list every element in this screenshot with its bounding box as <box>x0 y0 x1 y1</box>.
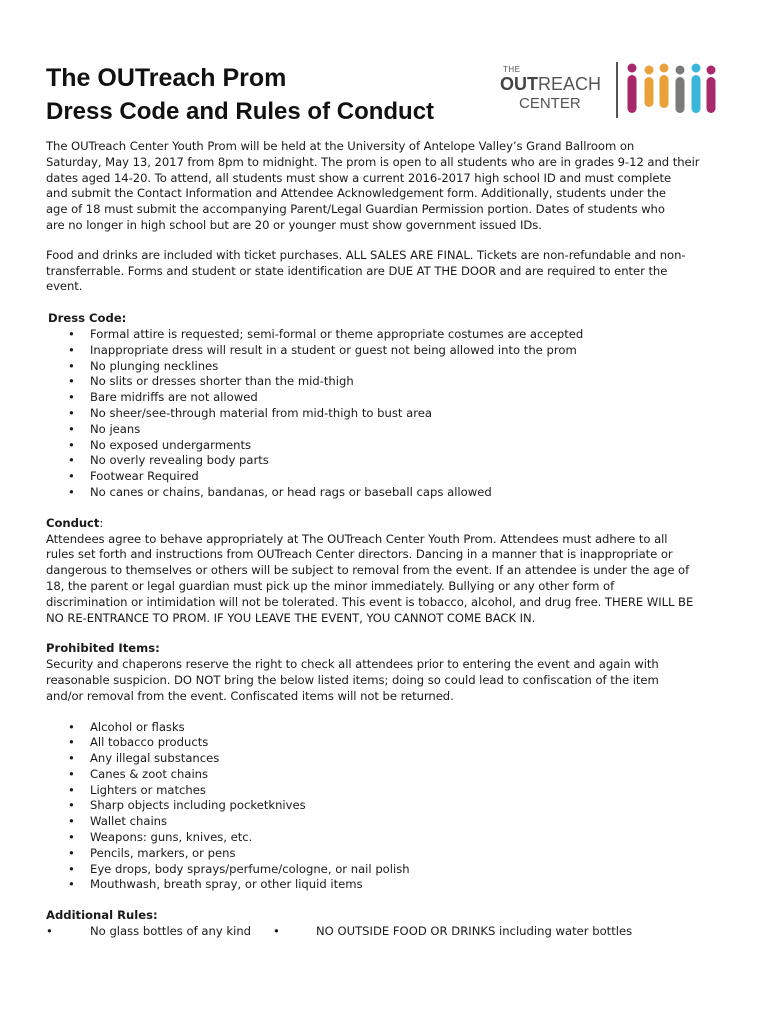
prohibited-item <box>46 767 736 783</box>
intro-line: and submit the Contact Information and Attendee Acknowledgement form. Additionally, students under the <box>46 186 667 201</box>
prohibited-item-text: Alcohol or flasks <box>90 719 185 734</box>
dress-code-item <box>46 390 736 406</box>
dress-code-item-text: Formal attire is requested; semi-formal or theme appropriate costumes are accepted <box>90 326 584 341</box>
prohibited-list <box>46 720 736 894</box>
bullet-dot: • <box>68 719 75 734</box>
prohibited-item-text: Canes & zoot chains <box>90 766 209 781</box>
page-title: The OUTreach Prom <box>46 64 287 92</box>
bullet-dot: • <box>68 342 75 357</box>
bullet-dot: • <box>68 845 75 860</box>
prohibited-item <box>46 862 736 878</box>
prohibited-item-text: Pencils, markers, or pens <box>90 845 236 860</box>
dress-code-heading: Dress Code: <box>48 311 127 326</box>
logo-the-text: THE <box>503 65 521 74</box>
ticket-paragraph <box>46 248 736 295</box>
logo-out-text: OUT <box>500 74 538 94</box>
dress-code-item <box>46 485 736 501</box>
logo-reach-text: REACH <box>538 74 602 94</box>
dress-code-item <box>46 453 736 469</box>
conduct-line: discrimination or intimidation will not be tolerated. This event is tobacco, alcohol, and drug free. THERE WILL BE <box>46 594 694 609</box>
additional-rules-heading: Additional Rules: <box>46 908 158 923</box>
additional-bullet-1: • <box>46 924 53 939</box>
prohibited-item <box>46 798 736 814</box>
intro-line: dates aged 14-20. To attend, all students must show a current 2016-2017 high school ID and must complete <box>46 170 672 185</box>
intro-paragraph <box>46 139 736 234</box>
dress-code-item <box>46 327 736 343</box>
dress-code-item-text: No overly revealing body parts <box>90 453 269 468</box>
prohibited-item <box>46 830 736 846</box>
additional-rule-1: No glass bottles of any kind <box>90 924 252 939</box>
conduct-line: NO RE-ENTRANCE TO PROM. IF YOU LEAVE THE EVENT, YOU CANNOT COME BACK IN. <box>46 610 536 625</box>
dress-code-item-text: No sheer/see-through material from mid-thigh to bust area <box>90 405 432 420</box>
bullet-dot: • <box>68 484 75 499</box>
dress-code-item <box>46 438 736 454</box>
bullet-dot: • <box>68 358 75 373</box>
conduct-line: dangerous to themselves or others will be subject to removal from the event. If an attendee is under the age of <box>46 563 690 578</box>
bullet-dot: • <box>68 877 75 892</box>
prohibited-item <box>46 783 736 799</box>
intro-line: Saturday, May 13, 2017 from 8pm to midnight. The prom is open to all students who are in grades 9-12 and their <box>46 154 700 169</box>
logo-center-text: CENTER <box>519 95 581 112</box>
conduct-colon: : <box>99 515 104 530</box>
prohibited-item <box>46 814 736 830</box>
conduct-line: rules set forth and instructions from OUTreach Center directors. Dancing in a manner that is inappropriate or <box>46 547 673 562</box>
bullet-dot: • <box>68 782 75 797</box>
bullet-dot: • <box>68 421 75 436</box>
bullet-dot: • <box>68 405 75 420</box>
prohibited-item <box>46 720 736 736</box>
additional-rules-row <box>46 924 736 940</box>
additional-rule-2: NO OUTSIDE FOOD OR DRINKS including water bottles <box>316 924 633 939</box>
dress-code-item <box>46 359 736 375</box>
bullet-dot: • <box>68 374 75 389</box>
bullet-dot: • <box>68 861 75 876</box>
prohibited-heading: Prohibited Items: <box>46 641 160 656</box>
intro-line: age of 18 must submit the accompanying Parent/Legal Guardian Permission portion. Dates of students who <box>46 202 665 217</box>
bullet-dot: • <box>68 830 75 845</box>
bullet-dot: • <box>68 453 75 468</box>
bullet-dot: • <box>68 735 75 750</box>
prohibited-item-text: Eye drops, body sprays/perfume/cologne, or nail polish <box>90 861 410 876</box>
dress-code-item <box>46 422 736 438</box>
prohibited-item-text: Sharp objects including pocketknives <box>90 798 306 813</box>
dress-code-list <box>46 327 736 501</box>
dress-code-item <box>46 469 736 485</box>
additional-bullet-2: • <box>273 924 280 939</box>
bullet-dot: • <box>68 798 75 813</box>
bullet-dot: • <box>68 751 75 766</box>
conduct-heading-line <box>46 516 736 532</box>
prohibited-item-text: Lighters or matches <box>90 782 206 797</box>
dress-code-item-text: Bare midriffs are not allowed <box>90 390 258 405</box>
prohibited-item-text: All tobacco products <box>90 735 209 750</box>
prohibited-item-text: Mouthwash, breath spray, or other liquid items <box>90 877 363 892</box>
prohibited-line: Security and chaperons reserve the right to check all attendees prior to entering the event and again with <box>46 657 659 672</box>
bullet-dot: • <box>68 437 75 452</box>
prohibited-item-text: Wallet chains <box>90 814 168 829</box>
prohibited-item <box>46 846 736 862</box>
prohibited-item <box>46 751 736 767</box>
prohibited-item <box>46 877 736 893</box>
dress-code-item <box>46 343 736 359</box>
dress-code-item-text: No jeans <box>90 421 141 436</box>
prohibited-line: reasonable suspicion. DO NOT bring the below listed items; doing so could lead to confiscation of the item <box>46 672 659 687</box>
ticket-line: Food and drinks are included with ticket purchases. ALL SALES ARE FINAL. Tickets are non-refundable and non- <box>46 247 686 262</box>
dress-code-item <box>46 374 736 390</box>
intro-line: The OUTreach Center Youth Prom will be held at the University of Antelope Valley’s Grand Ballroom on <box>46 139 635 153</box>
dress-code-item-text: Footwear Required <box>90 469 199 484</box>
bullet-dot: • <box>68 814 75 829</box>
dress-code-item-text: No plunging necklines <box>90 358 219 373</box>
bullet-dot: • <box>68 326 75 341</box>
dress-code-item-text: No canes or chains, bandanas, or head rags or baseball caps allowed <box>90 484 492 499</box>
conduct-line: Attendees agree to behave appropriately at The OUTreach Center Youth Prom. Attendees must adhere to all <box>46 531 668 546</box>
ticket-line: event. <box>46 279 83 294</box>
dress-code-item-text: No slits or dresses shorter than the mid-thigh <box>90 374 354 389</box>
prohibited-item <box>46 735 736 751</box>
intro-line: are no longer in high school but are 20 or younger must show government issued IDs. <box>46 217 542 232</box>
dress-code-item <box>46 406 736 422</box>
conduct-paragraph <box>46 532 736 627</box>
bullet-dot: • <box>68 469 75 484</box>
bullet-dot: • <box>68 390 75 405</box>
conduct-line: 18, the parent or legal guardian must pick up the minor immediately. Bullying or any other form of <box>46 578 615 593</box>
prohibited-item-text: Weapons: guns, knives, etc. <box>90 830 253 845</box>
dress-code-item-text: Inappropriate dress will result in a student or guest not being allowed into the prom <box>90 342 577 357</box>
page-subtitle: Dress Code and Rules of Conduct <box>46 98 435 125</box>
ticket-line: transferrable. Forms and student or state identification are DUE AT THE DOOR and are required to enter the <box>46 263 668 278</box>
bullet-dot: • <box>68 766 75 781</box>
conduct-heading: Conduct <box>46 515 100 530</box>
prohibited-line: and/or removal from the event. Confiscated items will not be returned. <box>46 688 454 703</box>
dress-code-item-text: No exposed undergarments <box>90 437 252 452</box>
prohibited-paragraph <box>46 657 736 704</box>
prohibited-item-text: Any illegal substances <box>90 751 220 766</box>
document-page <box>46 62 736 940</box>
